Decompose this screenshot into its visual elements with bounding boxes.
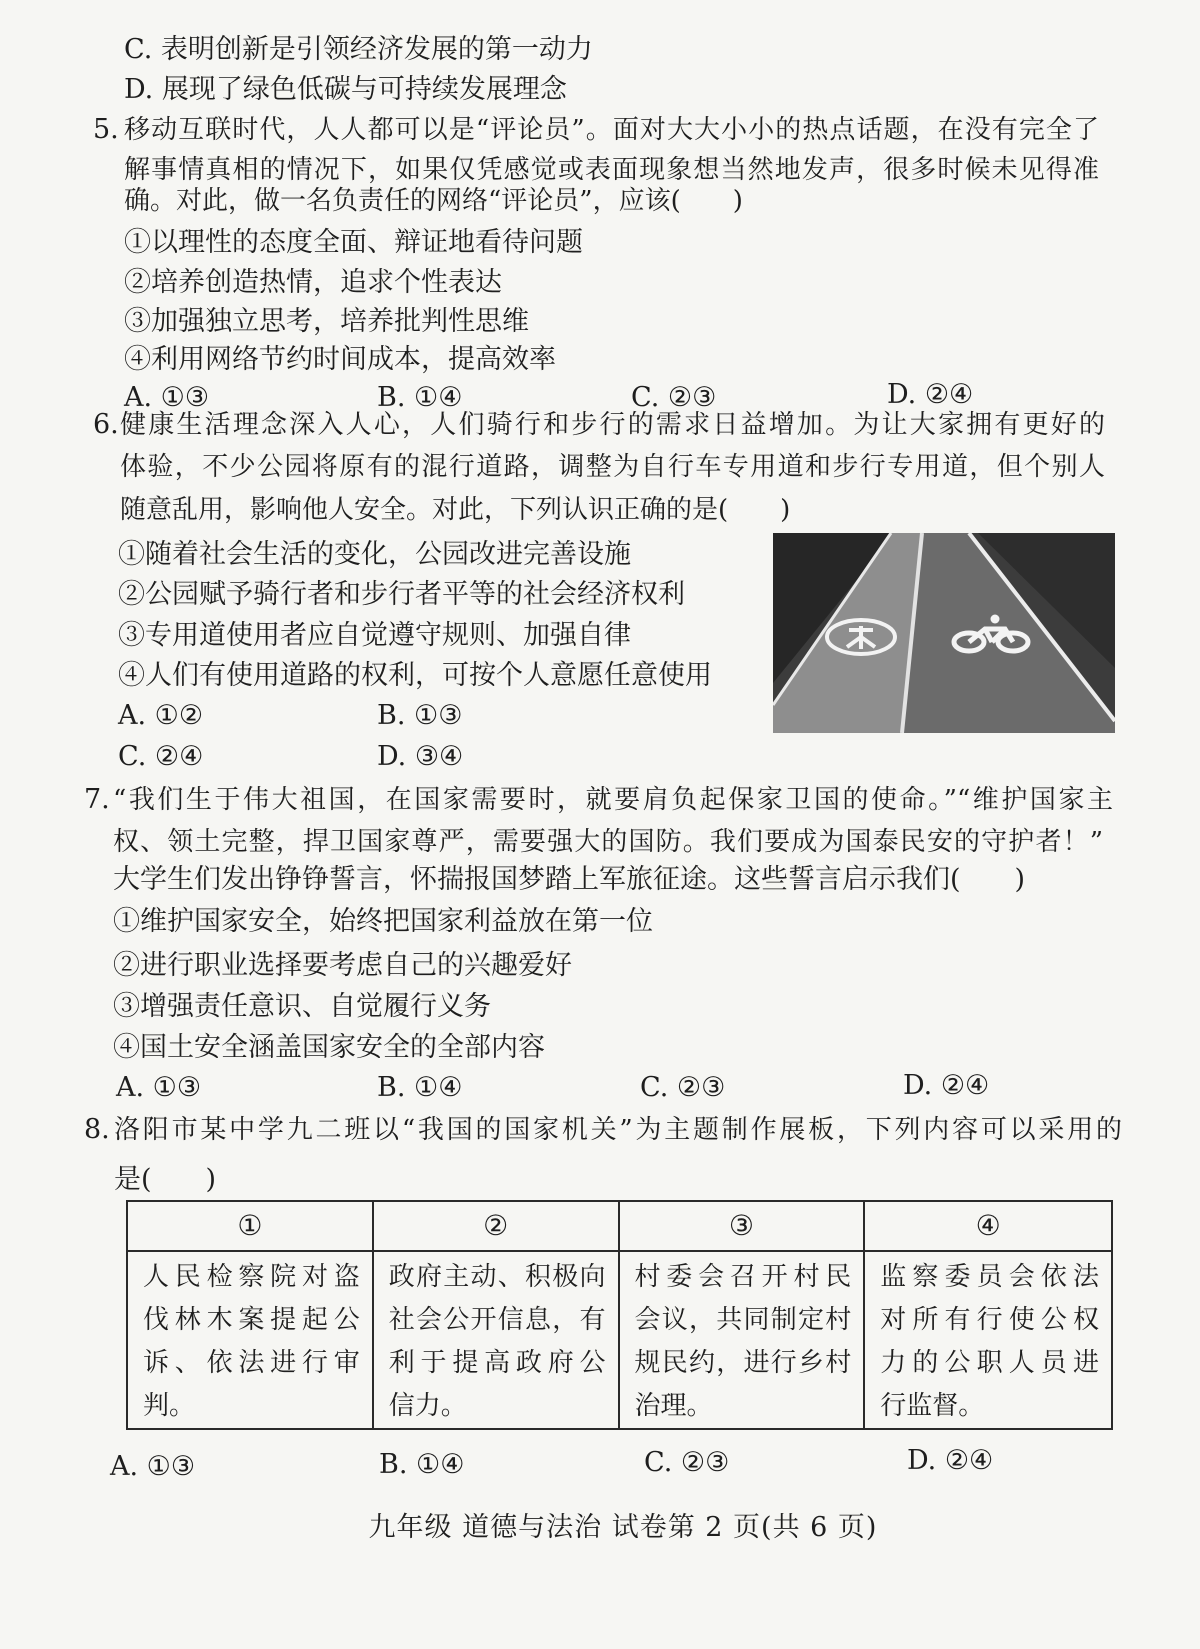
prev-option-d: D. 展现了绿色低碳与可持续发展理念 [124,74,567,105]
q5-statement-4: ④利用网络节约时间成本，提高效率 [124,344,556,375]
q7-option-d: D. ②④ [903,1070,990,1101]
table-cell-line: 信力。 [388,1391,467,1421]
q7-option-a: A. ①③ [116,1072,202,1103]
q8-stem-line: 洛阳市某中学九二班以“我国的国家机关”为主题制作展板，下列内容可以采用的 [114,1115,1122,1145]
table-cell-line: 人民检察院对盗 [143,1262,360,1292]
table-cell-line: 利于提高政府公 [388,1348,606,1378]
bicycle-rider-head-icon [991,615,1000,624]
q6-statement-4: ④人们有使用道路的权利，可按个人意愿任意使用 [118,660,712,691]
q6-statement-3: ③专用道使用者应自觉遵守规则、加强自律 [118,620,631,651]
q6-statement-2: ②公园赋予骑行者和步行者平等的社会经济权利 [118,579,685,610]
q6-stem-line: 健康生活理念深入人心，人们骑行和步行的需求日益增加。为让大家拥有更好的 [120,410,1105,440]
q5-option-c: C. ②③ [631,382,717,413]
q6-option-b: B. ①③ [377,700,463,731]
q5-statement-3: ③加强独立思考，培养批判性思维 [124,306,529,337]
table-header-1: ① [128,1202,374,1252]
table-cell-2 [374,1252,620,1428]
q6-number: 6. [93,409,119,440]
table-cell-3 [620,1252,866,1428]
q7-stem-line: 权、领土完整，捍卫国家尊严，需要强大的国防。我们要成为国泰民安的守护者！” [113,827,1103,857]
table-cell-line: 行监督。 [880,1391,985,1421]
q7-statement-3: ③增强责任意识、自觉履行义务 [113,991,491,1022]
q5-stem-line: 移动互联时代，人人都可以是“评论员”。面对大大小小的热点话题，在没有完全了 [124,115,1099,145]
q7-statement-4: ④国土安全涵盖国家安全的全部内容 [113,1032,545,1063]
table-cell-line: 判。 [143,1391,196,1421]
q5-option-d: D. ②④ [887,379,974,410]
q8-exhibit-table [126,1200,1113,1430]
q6-stem-line: 体验，不少公园将原有的混行道路，调整为自行车专用道和步行专用道，但个别人 [120,452,1105,482]
q5-stem-line: 解事情真相的情况下，如果仅凭感觉或表面现象想当然地发声，很多时候未见得准 [124,155,1099,185]
q6-option-c: C. ②④ [118,741,204,772]
q7-statement-1: ①维护国家安全，始终把国家利益放在第一位 [113,906,653,937]
q5-stem-line: 确。对此，做一名负责任的网络“评论员”，应该( ) [124,186,743,216]
table-cell-line: 监察委员会依法 [880,1262,1099,1292]
q8-stem-line: 是( ) [114,1164,217,1195]
table-header-3: ③ [620,1202,866,1252]
table-cell-line: 力的公职人员进 [880,1348,1099,1378]
q6-option-d: D. ③④ [377,741,464,772]
q8-number: 8. [84,1114,110,1145]
table-header-2: ② [374,1202,620,1252]
q5-statement-1: ①以理性的态度全面、辩证地看待问题 [124,227,583,258]
q5-option-a: A. ①③ [124,382,210,413]
q8-option-b: B. ①④ [379,1449,465,1480]
q6-stem-line: 随意乱用，影响他人安全。对此，下列认识正确的是( ) [120,495,791,525]
page-footer: 九年级 道德与法治 试卷第 2 页(共 6 页) [368,1512,878,1543]
table-cell-line: 伐林木案提起公 [143,1305,360,1335]
q7-statement-2: ②进行职业选择要考虑自己的兴趣爱好 [113,950,572,981]
table-cell-1 [128,1252,374,1428]
q8-option-a: A. ①③ [110,1451,196,1482]
q5-option-b: B. ①④ [377,382,463,413]
table-cell-line: 会议，共同制定村 [634,1305,852,1335]
q6-statement-1: ①随着社会生活的变化，公园改进完善设施 [118,539,631,570]
table-cell-line: 村委会召开村民 [634,1262,852,1292]
q7-option-b: B. ①④ [377,1072,463,1103]
q8-option-d: D. ②④ [907,1445,994,1476]
q7-option-c: C. ②③ [640,1072,726,1103]
table-cell-line: 社会公开信息，有 [388,1305,606,1335]
q7-stem-line: 大学生们发出铮铮誓言，怀揣报国梦踏上军旅征途。这些誓言启示我们( ) [113,864,1026,895]
table-cell-line: 规民约，进行乡村 [634,1348,852,1378]
table-cell-line: 政府主动、积极向 [388,1262,606,1292]
table-header-4: ④ [865,1202,1111,1252]
prev-option-c: C. 表明创新是引领经济发展的第一动力 [124,34,593,65]
table-cell-line: 治理。 [634,1391,713,1421]
bike-lane-photo [773,533,1115,733]
q7-number: 7. [84,784,110,815]
q7-stem-line: “我们生于伟大祖国，在国家需要时，就要肩负起保家卫国的使命。”“维护国家主 [113,785,1113,815]
table-cell-4 [865,1252,1111,1428]
q6-option-a: A. ①② [118,700,204,731]
q5-number: 5. [93,114,119,145]
q5-statement-2: ②培养创造热情，追求个性表达 [124,267,502,298]
table-cell-line: 对所有行使公权 [880,1305,1099,1335]
table-cell-line: 诉、依法进行审 [143,1348,360,1378]
q8-option-c: C. ②③ [644,1447,730,1478]
